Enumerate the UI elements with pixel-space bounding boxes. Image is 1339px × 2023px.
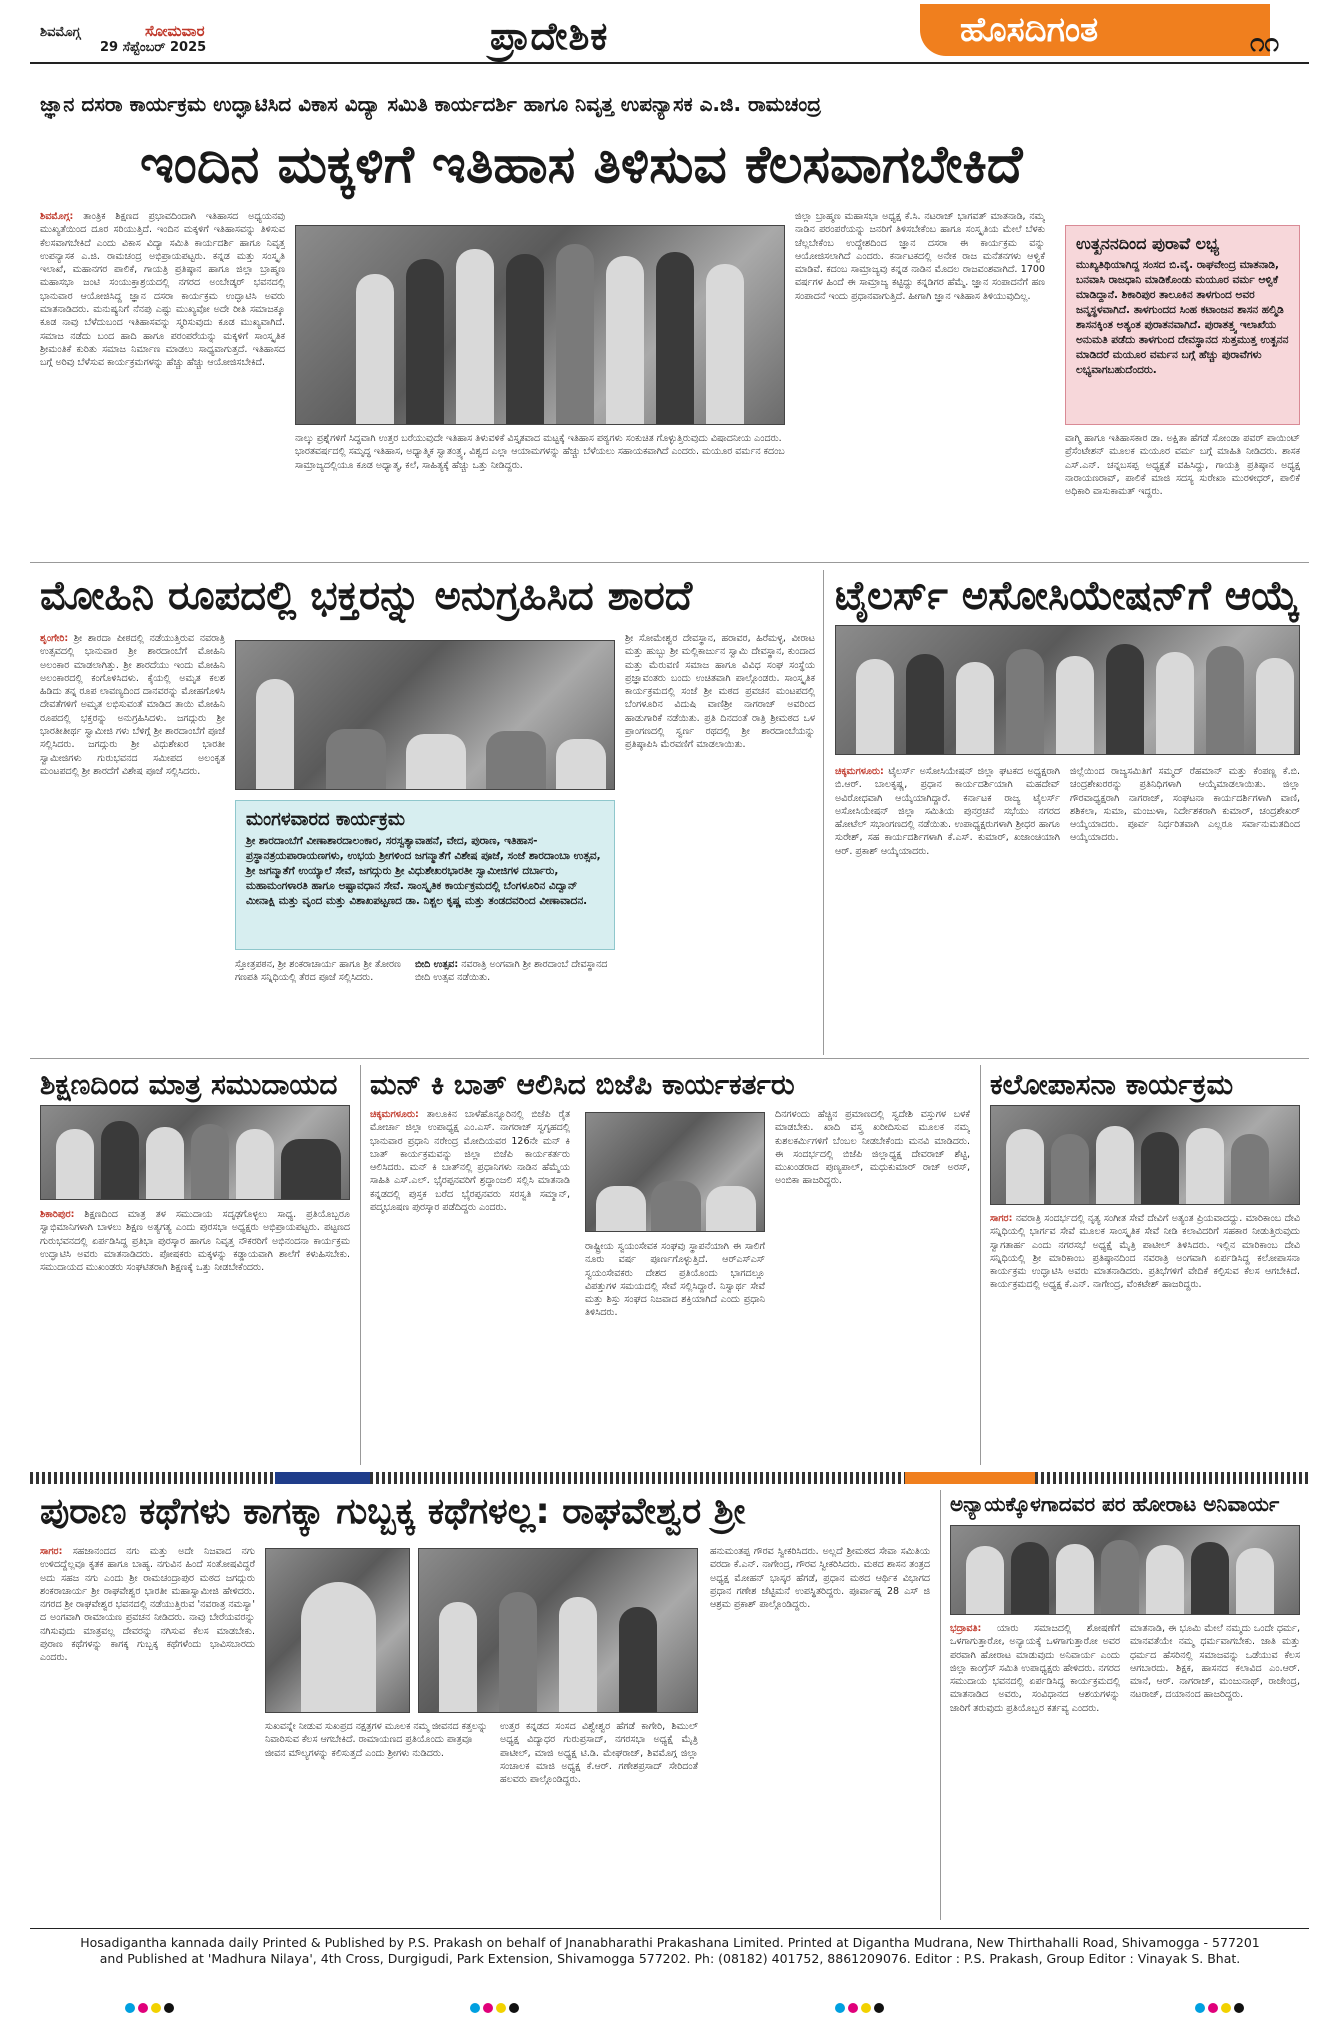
story5-body-mid: ರಾಷ್ಟ್ರೀಯ ಸ್ವಯಂಸೇವಕ ಸಂಘವು ಸ್ಥಾಪನೆಯಾಗಿ ಈ ಸಾಲಿಗೆ ನೂರು ವರ್ಷ ಪೂರ್ಣಗೊಳ್ಳುತ್ತಿದೆ. ಆರ್‌ಎಸ್‌ಎಸ್ ಸ್ವಯಂಸೇವಕರು ದೇಶದ ಪ್ರತಿಯೊಂದು ಭಾಗದಲ್ಲೂ ವಿಪತ್ತುಗಳ ಸಮಯದಲ್ಲಿ ಸೇವೆ ಸಲ್ಲಿಸಿದ್ದಾರೆ. ನಿಸ್ವಾರ್ಥ ಸೇವೆ ಮತ್ತು ಶಿಸ್ತು ಸಂಘದ ನಿಜವಾದ ಶಕ್ತಿಯಾಗಿದೆ ಎಂದು ಪ್ರಧಾನಿ ತಿಳಿಸಿದರು. [585, 1241, 765, 1319]
story5-dateline: ಚಿಕ್ಕಮಗಳೂರು: [370, 1109, 419, 1120]
story5-photo [585, 1112, 765, 1232]
story2-dateline: ಶೃಂಗೇರಿ: [40, 633, 69, 644]
story3-body [835, 765, 1060, 1050]
story7-body-text: ಸಹಜಾನಂದದ ನಗು ಮತ್ತು ಅದೇ ನಿಜವಾದ ನಗು ಉಳಿದದ್ದೆಲ್ಲವೂ ಕೃತಕ ಹಾಗೂ ಬಾಹ್ಯ. ನಗುವಿನ ಹಿಂದೆ ಸಂತೋಷವಿದ್ದರೆ ಅದು ಸಹಜ ನಗು ಎಂದು ಶ್ರೀ ರಾಮಚಂದ್ರಾಪುರ ಮಠದ ಜಗದ್ಗುರು ಶಂಕರಾಚಾರ್ಯ ಶ್ರೀ ರಾಘವೇಶ್ವರ ಭಾರತೀ ಮಹಾಸ್ವಾಮೀಜಿ ಹೇಳಿದರು. ನಗರದ ಶ್ರೀ ರಾಘವೇಶ್ವರ ಭವನದಲ್ಲಿ ನಡೆಯುತ್ತಿರುವ 'ನವರಾತ್ರ ನಮಸ್ಯಾ' ದ ಅಂಗವಾಗಿ ರಾಮಾಯಣ ಪ್ರವಚನ ನೀಡಿದರು. ನಾವು ಬೇರೆಯವರನ್ನು ನಗಿಸುವುದು ಮಾತ್ರವಲ್ಲ ದೇವರನ್ನು ನಗಿಸುವ ಕೆಲಸ ಮಾಡಬೇಕು. ಪುರಾಣ ಕಥೆಗಳನ್ನು ಕಾಗಕ್ಕ ಗುಬ್ಬಕ್ಕ ಕಥೆಗಳೆಂದು ಭಾವಿಸಬಾರದು ಎಂದರು. [40, 1546, 255, 1664]
story7-photo-hall [418, 1548, 698, 1713]
story6-headline: ಕಲೋಪಾಸನಾ ಕಾರ್ಯಕ್ರಮ [990, 1068, 1234, 1101]
story1-photo [295, 225, 785, 425]
sidebar-body: ಮುಖ್ಯತಿಥಿಯಾಗಿದ್ದ ಸಂಸದ ಬಿ.ವೈ. ರಾಘವೇಂದ್ರ ಮಾತನಾಡಿ, ಬನವಾಸಿ ರಾಜಧಾನಿ ಮಾಡಿಕೊಂಡು ಮಯೂರ ವರ್ಮ ಆಳ್ವಿಕೆ ಮಾಡಿದ್ದಾನೆ. ಶಿಕಾರಿಪುರ ತಾಲೂಕಿನ ತಾಳಗುಂದ ಅವರ ಜನ್ಮಸ್ಥಳವಾಗಿದೆ. ತಾಳಗುಂದದ ಸಿಂಹ ಕಟಾಂಜನ ಶಾಸನ ಹಲ್ಮಿಡಿ ಶಾಸನಕ್ಕಿಂತ ಅತ್ಯಂತ ಪುರಾತನವಾಗಿದೆ. ಪುರಾತತ್ತ್ವ ಇಲಾಖೆಯ ಅನುಮತಿ ಪಡೆದು ತಾಳಗುಂದ ದೇವಸ್ಥಾನದ ಸುತ್ತಮುತ್ತ ಉತ್ಖನನ ಮಾಡಿದರೆ ಮಯೂರ ವರ್ಮನ ಬಗ್ಗೆ ಹೆಚ್ಚು ಪುರಾವೆಗಳು ಲಭ್ಯವಾಗಬಹುದೆಂದರು. [1076, 259, 1289, 376]
story1-sidebar [1065, 225, 1300, 425]
story8-photo [950, 1525, 1300, 1615]
story2-photo [235, 640, 615, 790]
masthead-date: 29 ಸೆಪ್ಟೆಂಬರ್ 2025 [100, 40, 207, 55]
separator-bar-orange [905, 1472, 1035, 1484]
story4-body [40, 1208, 350, 1463]
story7-headline: ಪುರಾಣ ಕಥೆಗಳು ಕಾಗಕ್ಕಾ ಗುಬ್ಬಕ್ಕ ಕಥೆಗಳಲ್ಲ: ರಾಘವೇಶ್ವರ ಶ್ರೀ [40, 1491, 746, 1532]
registration-marks [470, 1998, 522, 2017]
registration-marks [835, 1998, 887, 2017]
story1-dateline: ಶಿವಮೊಗ್ಗ: [40, 211, 74, 222]
story1-caption: ನಾಲ್ಕು ಪ್ರಶ್ನೆಗಳಿಗೆ ಸಿದ್ಧವಾಗಿ ಉತ್ತರ ಬರೆಯುವುದೇ ಇತಿಹಾಸ ತಿಳುವಳಿಕೆ ವಿಸ್ತೃತವಾದ ಮಟ್ಟಕ್ಕೆ ಇತಿಹಾಸ ಪಠ್ಯಗಳು ಸಂಕುಚಿತ ಗೊಳ್ಳುತ್ತಿರುವುದು ವಿಷಾದನೀಯ ಎಂದರು. ಭಾರತವರ್ಷದಲ್ಲಿ ಸಮೃದ್ಧ ಇತಿಹಾಸ, ಅಧ್ಯಾತ್ಮಿಕ ಸ್ವಾತಂತ್ರ್ಯ, ವಿಶ್ವದ ಎಲ್ಲಾ ಆಯಾಮಗಳನ್ನು ಹೆಚ್ಚು ಬೆಳೆಯಲು ಸಹಾಯಕವಾಗಿದೆ ಎಂದರು. ಮಯೂರ ವರ್ಮನ ಕದಂಬ ಸಾಮ್ರಾಜ್ಯದಲ್ಲಿಯೂ ಕೂಡ ಅಧ್ಯಾತ್ಮ, ಕಲೆ, ಸಾಹಿತ್ಯಕ್ಕೆ ಹೆಚ್ಚು ಒತ್ತು ನೀಡಿದ್ದರು. [295, 433, 785, 471]
story1-kicker: ಜ್ಞಾನ ದಸರಾ ಕಾರ್ಯಕ್ರಮ ಉದ್ಘಾಟಿಸಿದ ವಿಕಾಸ ವಿದ್ಯಾ ಸಮಿತಿ ಕಾರ್ಯದರ್ಶಿ ಹಾಗೂ ನಿವೃತ್ತ ಉಪನ್ಯಾಸಕ ಎ.ಜಿ. ರಾಮಚಂದ್ರ [40, 92, 821, 116]
separator-bar [370, 1472, 905, 1484]
sidebar-title: ಉತ್ಖನನದಿಂದ ಪುರಾವೆ ಲಭ್ಯ [1076, 234, 1220, 253]
story1-body [40, 210, 285, 550]
story1-body-text: ತಾಂತ್ರಿಕ ಶಿಕ್ಷಣದ ಪ್ರಭಾವದಿಂದಾಗಿ ಇತಿಹಾಸದ ಅಧ್ಯಯನವು ಮುಖ್ಯತೆಯಿಂದ ದೂರ ಸರಿಯುತ್ತಿದೆ. ಇಂದಿನ ಮಕ್ಕಳಿಗೆ ಇತಿಹಾಸವನ್ನು ತಿಳಿಸುವ ಕೆಲಸವಾಗಬೇಕಿದೆ ಎಂದು ವಿಕಾಸ ವಿದ್ಯಾ ಸಮಿತಿ ಕಾರ್ಯದರ್ಶಿ ಹಾಗೂ ನಿವೃತ್ತ ಉಪನ್ಯಾಸಕ ಎ.ಜಿ. ರಾಮಚಂದ್ರ ಅಭಿಪ್ರಾಯಪಟ್ಟರು. ಕನ್ನಡ ಮತ್ತು ಸಂಸ್ಕೃತಿ ಇಲಾಖೆ, ಮಹಾನಗರ ಪಾಲಿಕೆ, ಗಾಯತ್ರಿ ಪ್ರತಿಷ್ಠಾನ ಹಾಗೂ ಜಿಲ್ಲಾ ಬ್ರಾಹ್ಮಣ ಮಹಾಸಭಾ ಜಂಟಿ ಸಂಯುಕ್ತಾಶ್ರಯದಲ್ಲಿ ನಗರದ ಅಂಬೇಡ್ಕರ್ ಭವನದಲ್ಲಿ ಭಾನುವಾರ ಆಯೋಜಿಸಿದ್ದ ಜ್ಞಾನ ದಸರಾ ಕಾರ್ಯಕ್ರಮ ಉದ್ಘಾಟಿಸಿ ಅವರು ಮಾತನಾಡಿದರು. ಮನುಷ್ಯನಿಗೆ ನೆನಪು ಎಷ್ಟು ಮುಖ್ಯವೋ ಅದೇ ರೀತಿ ಸಮಾಜಕ್ಕೂ ಕೂಡ ನಾವು ಬೆಳೆದುಬಂದ ಇತಿಹಾಸವನ್ನು ಸ್ಮರಿಸುವುದು ಕೂಡ ಮುಖ್ಯವಾಗಿದೆ. ಸಮಾಜ ನಡೆದು ಬಂದ ಹಾದಿ ಹಾಗೂ ಪರಂಪರೆಯನ್ನು ಮಕ್ಕಳಿಗೆ ಸಾಂಸ್ಕೃತಿಕ ಶ್ರೀಮಂತಿಕೆ ಕುರಿತು ಸಮಾಜ ನಿರ್ಮಾಣ ಮಾಡಲು ಸಾಧ್ಯವಾಗುತ್ತದೆ. ಇತಿಹಾಸದ ಬಗ್ಗೆ ಅರಿವು ಬೆಳೆಸುವ ಕಾರ್ಯಕ್ರಮಗಳನ್ನು ಹೆಚ್ಚು ಹೆಚ್ಚು ಆಯೋಜಿಸಬೇಕಿದೆ. [40, 211, 285, 369]
story4-photo [40, 1105, 350, 1200]
story2-body [40, 632, 225, 1052]
story7-dateline: ಸಾಗರ: [40, 1546, 63, 1557]
masthead-city: ಶಿವಮೊಗ್ಗ [40, 25, 81, 40]
story3-photo [835, 625, 1300, 755]
story8-headline: ಅನ್ಯಾಯಕ್ಕೊಳಗಾದವರ ಪರ ಹೋರಾಟ ಅನಿವಾರ್ಯ [950, 1492, 1280, 1516]
story8-body-right: ಮಾತನಾಡಿ, ಈ ಭೂಮಿ ಮೇಲೆ ನಮ್ಮದು ಒಂದೇ ಧರ್ಮ, ಮಾನವತೆಯೇ ನಮ್ಮ ಧರ್ಮವಾಗಬೇಕು. ಜಾತಿ ಮತ್ತು ಧರ್ಮದ ಹೆಸರಿನಲ್ಲಿ ಸಮಾಜವನ್ನು ಒಡೆಯುವ ಕೆಲಸ ಆಗಬಾರದು. ಶಿಕ್ಷಕ, ಹಾಸನದ ಕಲಾವಿದ ಎಂ.ಆರ್. ಮಾನೆ, ಆರ್. ನಾಗರಾಜ್, ಮಂಜುನಾಥ್, ರಾಜೇಂದ್ರ, ನಟರಾಜ್, ದಯಾನಂದ ಹಾಜರಿದ್ದರು. [1130, 1623, 1300, 1701]
registration-marks [1195, 1998, 1247, 2017]
program-body: ಶ್ರೀ ಶಾರದಾಂಬೆಗೆ ವೀಣಾಶಾರದಾಲಂಕಾರ, ಸರಸ್ವತ್ಯಾವಾಹನೆ, ವೇದ, ಪುರಾಣ, ಇತಿಹಾಸ-ಪ್ರಸ್ಥಾನತ್ರಯಪಾರಾಯಣಗಳು, ಉಭಯ ಶ್ರೀಗಳಿಂದ ಜಗನ್ಮಾತೆಗೆ ವಿಶೇಷ ಪೂಜೆ, ಸಂಜೆ ಶಾರದಾಂಬಾ ಉತ್ಸವ, ಶ್ರೀ ಜಗನ್ಮಾತೆಗೆ ಉಯ್ಯಾಲೆ ಸೇವೆ, ಜಗದ್ಗುರು ಶ್ರೀ ವಿಧುಶೇಖರಭಾರತೀ ಸ್ವಾಮೀಜಿಗಳ ದರ್ಬಾರು, ಮಹಾಮಂಗಳಾರತಿ ಹಾಗೂ ಅಷ್ಟಾವಧಾನ ಸೇವೆ. ಸಾಂಸ್ಕೃತಿಕ ಕಾರ್ಯಕ್ರಮದಲ್ಲಿ ಬೆಂಗಳೂರಿನ ವಿದ್ವಾನ್ ಮೀನಾಕ್ಷಿ ಮತ್ತು ವೃಂದ ಮತ್ತು ವಿಶಾಖಪಟ್ಟಣದ ಡಾ. ನಿಶ್ಚಲ ಕೃಷ್ಣ ಮತ್ತು ತಂಡದವರಿಂದ ವೀಣಾವಾದನ. [246, 835, 601, 907]
story6-body [990, 1212, 1300, 1463]
divider [980, 1065, 981, 1465]
masthead-info [40, 22, 206, 55]
story1-col4: ವಾಗ್ಮಿ ಹಾಗೂ ಇತಿಹಾಸಕಾರ ಡಾ. ಅಕ್ಷಿತಾ ಹೆಗಡೆ ಸೋಂಡಾ ಪವರ್ ಪಾಯಿಂಟ್ ಪ್ರೆಸೆಂಟೇಶನ್ ಮೂಲಕ ಮಯೂರ ವರ್ಮ ಬಗ್ಗೆ ಮಾಹಿತಿ ನೀಡಿದರು. ಶಾಸಕ ಎಸ್.ಎನ್. ಚನ್ನಬಸಪ್ಪ ಅಧ್ಯಕ್ಷತೆ ವಹಿಸಿದ್ದು, ಗಾಯತ್ರಿ ಪ್ರತಿಷ್ಠಾನ ಅಧ್ಯಕ್ಷ ನಾರಾಯಣರಾವ್, ಪಾಲಿಕೆ ಮಾಜಿ ಸದಸ್ಯ ಸುರೇಖಾ ಮುರಳೀಧರ್, ಪಾಲಿಕೆ ಅಧಿಕಾರಿ ವಾಸುಕಾಮತ್ ಇದ್ದರು. [1065, 433, 1300, 498]
brand-logo: ಹೊಸದಿಗಂತ [960, 10, 1099, 50]
program-title: ಮಂಗಳವಾರದ ಕಾರ್ಯಕ್ರಮ [246, 809, 405, 830]
registration-marks [125, 1998, 177, 2017]
story4-body-text: ಶಿಕ್ಷಣದಿಂದ ಮಾತ್ರ ತಳ ಸಮುದಾಯ ಸದೃಢಗೊಳ್ಳಲು ಸಾಧ್ಯ. ಪ್ರತಿಯೊಬ್ಬರೂ ಸ್ವಾಭಿಮಾನಿಗಳಾಗಿ ಬಾಳಲು ಶಿಕ್ಷಣ ಅತ್ಯಗತ್ಯ ಎಂದು ಪುರಸಭಾ ಅಧ್ಯಕ್ಷರು ಅಭಿಪ್ರಾಯಪಟ್ಟರು. ಪಟ್ಟಣದ ಗುರುಭವನದಲ್ಲಿ ಏರ್ಪಡಿಸಿದ್ದ ಪ್ರತಿಭಾ ಪುರಸ್ಕಾರ ಹಾಗೂ ನಿವೃತ್ತ ನೌಕರರಿಗೆ ಅಭಿನಂದನಾ ಕಾರ್ಯಕ್ರಮ ಉದ್ಘಾಟಿಸಿ ಅವರು ಮಾತನಾಡಿದರು. ಪೋಷಕರು ಮಕ್ಕಳನ್ನು ಕಡ್ಡಾಯವಾಗಿ ಶಾಲೆಗೆ ಕಳುಹಿಸಬೇಕು. ಸಮುದಾಯದ ಮುಖಂಡರು ಸಂಘಟಿತರಾಗಿ ಶಿಕ್ಷಣಕ್ಕೆ ಒತ್ತು ನೀಡಬೇಕೆಂದರು. [40, 1209, 350, 1274]
story6-body-text: ನವರಾತ್ರಿ ಸಂದರ್ಭದಲ್ಲಿ ನೃತ್ಯ ಸಂಗೀತ ಸೇವೆ ದೇವಿಗೆ ಅತ್ಯಂತ ಪ್ರಿಯವಾದದ್ದು. ಮಾರಿಕಾಂಬ ದೇವಿ ಸನ್ನಿಧಿಯಲ್ಲಿ ಭಾರ್ಗವ ಸೇವೆ ಮೂಲಕ ಸಾಂಸ್ಕೃತಿಕ ಸೇವೆ ನೀಡಿ ಕಲಾವಿದರಿಗೆ ಸಹಕಾರ ನೀಡುತ್ತಿರುವುದು ಸ್ವಾಗತಾರ್ಹ ಎಂದು ನಗರಸಭೆ ಅಧ್ಯಕ್ಷೆ ಮೈತ್ರಿ ಪಾಟೀಲ್ ತಿಳಿಸಿದರು. ಇಲ್ಲಿನ ಮಾರಿಕಾಂಬ ದೇವಿ ಸನ್ನಿಧಿಯಲ್ಲಿ ಶ್ರೀ ಮಾರಿಕಾಂಬ ಪ್ರತಿಷ್ಠಾನದಿಂದ ನವರಾತ್ರಿ ಅಂಗವಾಗಿ ಏರ್ಪಡಿಸಿದ್ದ ಕಲೋಪಾಸನಾ ಕಾರ್ಯಕ್ರಮ ಉದ್ಘಾಟಿಸಿ ಅವರು ಮಾತನಾಡಿದರು. ಪ್ರತಿಭೆಗಳಿಗೆ ವೇದಿಕೆ ಕಲ್ಪಿಸುವ ಕೆಲಸ ಆಗಬೇಕಿದೆ. ಕಾರ್ಯಕ್ರಮದಲ್ಲಿ ಅಧ್ಯಕ್ಷ ಕೆ.ಎನ್. ನಾಗೇಂದ್ರ, ವೆಂಕಟೇಶ್ ಹಾಜರಿದ್ದರು. [990, 1213, 1300, 1291]
story5-headline: ಮನ್ ಕಿ ಬಾತ್ ಆಲಿಸಿದ ಬಿಜೆಪಿ ಕಾರ್ಯಕರ್ತರು [370, 1068, 795, 1101]
story2-headline: ಮೋಹಿನಿ ರೂಪದಲ್ಲಿ ಭಕ್ತರನ್ನು ಅನುಗ್ರಹಿಸಿದ ಶಾರದೆ [40, 573, 693, 619]
masthead-day: ಸೋಮವಾರ [144, 22, 205, 40]
story7-body [40, 1545, 255, 1920]
story7-body-right: ಹನುಮಂತಪ್ಪ ಗೌರವ ಸ್ವೀಕರಿಸಿದರು. ಅಲ್ಲದೆ ಶ್ರೀಮಠದ ಸೇವಾ ಸಮಿತಿಯ ವರದಾ ಕೆ.ಎನ್. ನಾಗೇಂದ್ರ, ಗೌರವ ಸ್ವೀಕರಿಸಿದರು. ಮಠದ ಶಾಸನ ತಂತ್ರದ ಅಧ್ಯಕ್ಷ ಮೋಹನ್ ಭಾಸ್ಕರ ಹೆಗಡೆ, ಪ್ರಧಾನ ಮಠದ ಆರ್ಥಿಕ ವಿಭಾಗದ ಪ್ರಧಾನ ಗಣೇಶ ಜೆಟ್ಟಿಮನೆ ಉಪಸ್ಥಿತರಿದ್ದರು. ಪೂರ್ವಾಹ್ನ 28 ಎಸ್ ಜಿ ಆಶ್ರಮ ಪ್ರಕಾಶ್ ಪಾಲ್ಗೊಂಡಿದ್ದರು. [710, 1546, 930, 1611]
separator-bar [1035, 1472, 1309, 1484]
page-number: ೧೧ [1250, 28, 1280, 58]
separator-bar-blue [275, 1472, 370, 1484]
story4-headline: ಶಿಕ್ಷಣದಿಂದ ಮಾತ್ರ ಸಮುದಾಯದ [40, 1068, 338, 1101]
story8-dateline: ಭದ್ರಾವತಿ: [950, 1623, 982, 1634]
story4-dateline: ಶಿಕಾರಿಪುರ: [40, 1209, 75, 1220]
section-title: ಪ್ರಾದೇಶಿಕ [490, 14, 609, 58]
separator-bar [30, 1472, 275, 1484]
footer-rule [30, 1928, 1309, 1929]
masthead-rule [30, 62, 1309, 64]
story7-caption: ಸುಖವನ್ನೇ ನೀಡುವ ಸುಖಪ್ರದ ನಕ್ಷತ್ರಗಳ ಮೂಲಕ ನಮ್ಮ ಜೀವನದ ಕತ್ತಲನ್ನು ನಿವಾರಿಸುವ ಕೆಲಸ ಆಗಬೇಕಿದೆ. ರಾಮಾಯಣದ ಪ್ರತಿಯೊಂದು ಪಾತ್ರವೂ ಜೀವನ ಮೌಲ್ಯಗಳನ್ನು ಕಲಿಸುತ್ತದೆ ಎಂದು ಶ್ರೀಗಳು ನುಡಿದರು. [265, 1721, 488, 1759]
story2-byline [415, 958, 615, 1048]
program-box [235, 800, 615, 950]
imprint-footer [40, 1935, 1300, 1967]
divider [30, 1058, 1309, 1059]
story7-body-mid: ಉತ್ತರ ಕನ್ನಡದ ಸಂಸದ ವಿಶ್ವೇಶ್ವರ ಹೆಗಡೆ ಕಾಗೇರಿ, ಶಿಮುಲ್ ಅಧ್ಯಕ್ಷ ವಿದ್ಯಾಧರ ಗುರುಪ್ರಸಾದ್, ನಗರಸಭಾ ಅಧ್ಯಕ್ಷೆ ಮೈತ್ರಿ ಪಾಟೀಲ್, ಮಾಜಿ ಅಧ್ಯಕ್ಷ ಟಿ.ಡಿ. ಮೇಘರಾಜ್, ಶಿವಮೊಗ್ಗ ಜಿಲ್ಲಾ ಸಂಚಾಲಕ ಮಾಜಿ ಅಧ್ಯಕ್ಷ ಕೆ.ಆರ್. ಗಣೇಶಪ್ರಸಾದ್ ಸೇರಿದಂತೆ ಹಲವರು ಪಾಲ್ಗೊಂಡಿದ್ದರು. [500, 1721, 698, 1786]
story3-dateline: ಚಿಕ್ಕಮಗಳೂರು: [835, 766, 884, 777]
story1-headline: ಇಂದಿನ ಮಕ್ಕಳಿಗೆ ಇತಿಹಾಸ ತಿಳಿಸುವ ಕೆಲಸವಾಗಬೇಕಿದೆ [140, 135, 1023, 195]
imprint-line-2: and Published at 'Madhura Nilaya', 4th Cross, Durgigudi, Park Extension, Shivamogga 577202. Ph: (08182) 401752, 8861209076. Editor : P.S. Prakash, Group Editor : Vinayak S. Bhat. [99, 1951, 1241, 1966]
story2-body-right: ಶ್ರೀ ಸೋಮೇಶ್ವರ ದೇವಸ್ಥಾನ, ಹರಾವರ, ಹಿರೆಮಳ್ಳ, ವೀರಾಟ ಮತ್ತು ಹುಬ್ಬು ಶ್ರೀ ಮಲ್ಲಿಕಾರ್ಜುನ ಸ್ವಾಮಿ ದೇವಸ್ಥಾನ, ಕುಂದಾದ ಮತ್ತು ಮೆರುವಣಿ ಸಮಾಜ ಹಾಗೂ ವಿವಿಧ ಸಂಘ ಸಂಸ್ಥೆಯ ಪ್ರಜ್ಞಾವಂತರು ಬಂದು ಉಚಿತವಾಗಿ ಪಾಲ್ಗೊಂಡರು. ಸಾಂಸ್ಕೃತಿಕ ಕಾರ್ಯಕ್ರಮದಲ್ಲಿ ಸಂಜೆ ಶ್ರೀ ಮಠದ ಪ್ರವಚನ ಮಂಟಪದಲ್ಲಿ ಬೆಂಗಳೂರಿನ ವಿದುಷಿ ವಾಣಿಶ್ರೀ ನಾಗರಾಜ್ ಅವರಿಂದ ಹಾಡುಗಾರಿಕೆ ನಡೆಯಿತು. ಪ್ರತಿ ದಿನದಂತೆ ರಾತ್ರಿ ಶ್ರೀಮಠದ ಒಳ ಪ್ರಾಂಗಣದಲ್ಲಿ ಸ್ವರ್ಣ ರಥದಲ್ಲಿ ಶ್ರೀ ಶಾರದಾಂಬೆಯನ್ನು ಪ್ರತಿಷ್ಠಾಪಿಸಿ ಮೆರವಣಿಗೆ ಮಾಡಲಾಯಿತು. [625, 633, 815, 751]
story3-body-right: ಜಿಲ್ಲೆಯಿಂದ ರಾಜ್ಯಸಮಿತಿಗೆ ಸಮ್ಮದ್ ರೆಹಮಾನ್ ಮತ್ತು ಕೆಂಪಣ್ಣ ಕೆ.ಬಿ. ಚಂದ್ರಶೇಖರರನ್ನು ಪ್ರತಿನಿಧಿಗಳಾಗಿ ಆಯ್ಕೆಮಾಡಲಾಯಿತು. ಜಿಲ್ಲಾ ಗೌರವಾಧ್ಯಕ್ಷರಾಗಿ ನಾಗರಾಜ್, ಸಂಘಟನಾ ಕಾರ್ಯದರ್ಶಿಗಳಾಗಿ ವಾಣಿ, ಶಶಿಕಲಾ, ಸುಮಾ, ಮಂಜುಳಾ, ನಿರ್ದೇಶಕರಾಗಿ ಕುಮಾರ್, ಚಂದ್ರಶೇಖರ್ ಆಯ್ಕೆಯಾದರು. ಪೂರ್ವ ನಿರ್ಧರಿತವಾಗಿ ಎಲ್ಲರೂ ಸರ್ವಾನುಮತದಿಂದ ಆಯ್ಕೆಯಾದರು. [1070, 766, 1300, 844]
story7-photo-portrait [265, 1548, 410, 1713]
story2-byline-label: ಬೀದಿ ಉತ್ಸವ: [415, 959, 459, 970]
imprint-line-1: Hosadigantha kannada daily Printed & Published by P.S. Prakash on behalf of Jnanabharathi Prakashana Limited. Printed at Digantha Mudrana, New Thirthahalli Road, Shivamogga - 577201 [80, 1935, 1260, 1950]
divider [30, 562, 1309, 563]
story8-body-text: ಯಾರು ಸಮಾಜದಲ್ಲಿ ಶೋಷಣೆಗೆ ಒಳಗಾಗುತ್ತಾರೋ, ಅನ್ಯಾಯಕ್ಕೆ ಒಳಗಾಗುತ್ತಾರೋ ಅವರ ಪರವಾಗಿ ಹೋರಾಟ ಮಾಡುವುದು ಅನಿವಾರ್ಯ ಎಂದು ಜಿಲ್ಲಾ ಕಾಂಗ್ರೆಸ್ ಸಮಿತಿ ಉಪಾಧ್ಯಕ್ಷರು ಹೇಳಿದರು. ನಗರದ ಸಮುದಾಯ ಭವನದಲ್ಲಿ ಏರ್ಪಡಿಸಿದ್ದ ಕಾರ್ಯಕ್ರಮದಲ್ಲಿ ಮಾತನಾಡಿದ ಅವರು, ಸಂವಿಧಾನದ ಆಶಯಗಳನ್ನು ಜಾರಿಗೆ ತರುವುದು ಪ್ರತಿಯೊಬ್ಬರ ಕರ್ತವ್ಯ ಎಂದರು. [950, 1623, 1120, 1714]
story1-col3: ಜಿಲ್ಲಾ ಬ್ರಾಹ್ಮಣ ಮಹಾಸಭಾ ಅಧ್ಯಕ್ಷ ಕೆ.ಸಿ. ನಟರಾಜ್ ಭಾಗವತ್ ಮಾತನಾಡಿ, ನಮ್ಮ ನಾಡಿನ ಪರಂಪರೆಯನ್ನು ಜನರಿಗೆ ತಿಳಿಸಬೇಕೆಂಬ ಹಾಗೂ ಸಂಸ್ಕೃತಿಯ ಮೇಲೆ ಬೆಳಕು ಚೆಲ್ಲಬೇಕೆಂಬ ಉದ್ದೇಶದಿಂದ ಜ್ಞಾನ ದಸರಾ ಈ ಕಾರ್ಯಕ್ರಮ ವನ್ನು ಆಯೋಜಿಸಲಾಗಿದೆ ಎಂದರು. ಕರ್ನಾಟಕದಲ್ಲಿ ಅನೇಕ ರಾಜ ಮನೆತನಗಳು ಆಳ್ವಿಕೆ ಮಾಡಿವೆ. ಕದಂಬ ಸಾಮ್ರಾಜ್ಯವು ಕನ್ನಡ ನಾಡಿನ ಮೊದಲ ರಾಜವಂಶವಾಗಿದೆ. 1700 ವರ್ಷಗಳ ಹಿಂದೆ ಈ ಸಾಮ್ರಾಜ್ಯ ಕಟ್ಟಿದ್ದು ಕನ್ನಡಿಗರ ಹೆಮ್ಮೆ. ಜ್ಞಾನ ಸಂಪಾದನೆಗೆ ಹಣ ಸಂಪಾದನೆ ಇಂದು ಪ್ರಧಾನವಾಗುತ್ತಿದೆ. ಹೀಗಾಗಿ ಜ್ಞಾನ ಇತಿಹಾಸ ತಿಳಿಯುವುದಿಲ್ಲ. [795, 211, 1045, 302]
story6-dateline: ಸಾಗರ: [990, 1213, 1013, 1224]
story8-body [950, 1622, 1120, 1920]
divider [940, 1490, 941, 1920]
story6-photo [990, 1105, 1300, 1205]
story5-body-text: ತಾಲೂಕಿನ ಬಾಳೆಹೊನ್ನೂರಿನಲ್ಲಿ ಬಿಜೆಪಿ ರೈತ ಮೋರ್ಚಾ ಜಿಲ್ಲಾ ಉಪಾಧ್ಯಕ್ಷ ಎಂ.ಎಸ್. ನಾಗರಾಜ್ ಸ್ವಗೃಹದಲ್ಲಿ ಭಾನುವಾರ ಪ್ರಧಾನಿ ನರೇಂದ್ರ ಮೋದಿಯವರ 126ನೇ ಮನ್ ಕಿ ಬಾತ್ ಕಾರ್ಯಕ್ರಮವನ್ನು ಜಿಲ್ಲಾ ಬಿಜೆಪಿ ಕಾರ್ಯಕರ್ತರು ಆಲಿಸಿದರು. ಮನ್ ಕಿ ಬಾತ್‌ನಲ್ಲಿ ಪ್ರಧಾನಿಗಳು ನಾಡಿನ ಹೆಮ್ಮೆಯ ಸಾಹಿತಿ ಎಸ್.ಎಲ್. ಭೈರಪ್ಪನವರಿಗೆ ಶ್ರದ್ಧಾಂಜಲಿ ಸಲ್ಲಿಸಿ ಮಾತನಾಡಿ ಕನ್ನಡದಲ್ಲಿ ಪುಸ್ತಕ ಬರೆದ ಭೈರಪ್ಪನವರು ಸರಸ್ವತಿ ಸಮ್ಮಾನ್, ಪದ್ಮಭೂಷಣ ಪುರಸ್ಕಾರ ಪಡೆದಿದ್ದರು ಎಂದರು. [370, 1109, 570, 1214]
story3-headline: ಟೈಲರ್ಸ್ ಅಸೋಸಿಯೇಷನ್‌ಗೆ ಆಯ್ಕೆ [835, 573, 1300, 619]
story3-body-text: ಟೈಲರ್ಸ್ ಅಸೋಸಿಯೇಷನ್ ಜಿಲ್ಲಾ ಘಟಕದ ಅಧ್ಯಕ್ಷರಾಗಿ ಬಿ.ಆರ್. ಬಾಲಕೃಷ್ಣ, ಪ್ರಧಾನ ಕಾರ್ಯದರ್ಶಿಯಾಗಿ ಮಹದೇವ್ ಅವಿರೋಧವಾಗಿ ಆಯ್ಕೆಯಾಗಿದ್ದಾರೆ. ಕರ್ನಾಟಕ ರಾಜ್ಯ ಟೈಲರ್ಸ್ ಅಸೋಸಿಯೇಷನ್ ಜಿಲ್ಲಾ ಸಮಿತಿಯ ಪುನರ್ರಚನೆ ಸಭೆಯು ನಗರದ ಹೋಟೆಲ್ ಸಭಾಂಗಣದಲ್ಲಿ ನಡೆಯಿತು. ಉಪಾಧ್ಯಕ್ಷರುಗಳಾಗಿ ಶ್ರೀಧರ ಹಾಗೂ ಸುರೇಶ್, ಸಹ ಕಾರ್ಯದರ್ಶಿಗಳಾಗಿ ಕೆ.ಎಸ್. ಕುಮಾರ್, ಖಜಾಂಚಿಯಾಗಿ ಆರ್. ಪ್ರಕಾಶ್ ಆಯ್ಕೆಯಾದರು. [835, 766, 1060, 857]
story2-body-text: ಶ್ರೀ ಶಾರದಾ ಪೀಠದಲ್ಲಿ ನಡೆಯುತ್ತಿರುವ ನವರಾತ್ರಿ ಉತ್ಸವದಲ್ಲಿ ಭಾನುವಾರ ಶ್ರೀ ಶಾರದಾಂಬೆಗೆ ಮೋಹಿನಿ ಅಲಂಕಾರ ಮಾಡಲಾಗಿತ್ತು. ಶ್ರೀ ಶಾರದೆಯು ಇಂದು ಮೋಹಿನಿ ಅಲಂಕಾರದಲ್ಲಿ ಕಂಗೊಳಿಸಿದಳು. ಕೈಯಲ್ಲಿ ಅಮೃತ ಕಲಶ ಹಿಡಿದು ತನ್ನ ರೂಪ ಲಾವಣ್ಯದಿಂದ ದಾನವರನ್ನು ಮೋಹಗೊಳಿಸಿ ದೇವತೆಗಳಿಗೆ ಅಮೃತ ಲಭಿಸುವಂತೆ ಮಾಡಿದ ತಾಯಿ ಮೋಹಿನಿ ರೂಪದಲ್ಲಿ ಭಕ್ತರನ್ನು ಅನುಗ್ರಹಿಸಿದಳು. ಜಗದ್ಗುರು ಶ್ರೀ ಭಾರತೀತೀರ್ಥ ಸ್ವಾಮೀಜಿ ಗಳು ಬೆಳಿಗ್ಗೆ ಶ್ರೀ ಶಾರದಾಂಬೆಗೆ ಪೂಜೆ ಸಲ್ಲಿಸಿದರು. ಜಗದ್ಗುರು ಶ್ರೀ ವಿಧುಶೇಖರ ಭಾರತೀ ಸ್ವಾಮೀಜಿಗಳು ಗುರುಭವನದ ಸಮೀಪದ ಅಲಂಕೃತ ಮಂಟಪದಲ್ಲಿ ಶ್ರೀ ಶಾರದೆಗೆ ವಿಶೇಷ ಪೂಜೆ ಸಲ್ಲಿಸಿದರು. [40, 633, 225, 777]
story5-body [370, 1108, 570, 1463]
story2-byline-text: ನವರಾತ್ರಿ ಅಂಗವಾಗಿ ಶ್ರೀ ಶಾರದಾಂಬೆ ದೇವಸ್ಥಾನದ ಬೀದಿ ಉತ್ಸವ ನಡೆಯಿತು. [415, 959, 608, 984]
divider [823, 570, 824, 1055]
story2-caption: ಸ್ತೋತ್ರಪಠನ, ಶ್ರೀ ಶಂಕರಾಚಾರ್ಯ ಹಾಗೂ ಶ್ರೀ ತೋರಣ ಗಣಪತಿ ಸನ್ನಿಧಿಯಲ್ಲಿ ತೆರದ ಪೂಜೆ ಸಲ್ಲಿಸಿದರು. [235, 959, 401, 984]
story5-body-right: ದಿನಗಳಂದು ಹೆಚ್ಚಿನ ಪ್ರಮಾಣದಲ್ಲಿ ಸ್ವದೇಶಿ ವಸ್ತುಗಳ ಬಳಕೆ ಮಾಡಬೇಕು. ಖಾದಿ ವಸ್ತ್ರ ಖರೀದಿಸುವ ಮೂಲಕ ನಮ್ಮ ಕುಶಲಕರ್ಮಿಗಳಿಗೆ ಬೆಂಬಲ ನೀಡಬೇಕೆಂದು ಮನವಿ ಮಾಡಿದರು. ಈ ಸಂದರ್ಭದಲ್ಲಿ ಬಿಜೆಪಿ ಜಿಲ್ಲಾಧ್ಯಕ್ಷ ದೇವರಾಜ್ ಶೆಟ್ಟಿ, ಮುಖಂಡರಾದ ಪುಣ್ಯಪಾಲ್, ಮಧುಕುಮಾರ್ ರಾಜ್ ಅರಸ್, ಅಂಬಿಕಾ ಹಾಜರಿದ್ದರು. [775, 1109, 970, 1187]
divider [360, 1065, 361, 1465]
